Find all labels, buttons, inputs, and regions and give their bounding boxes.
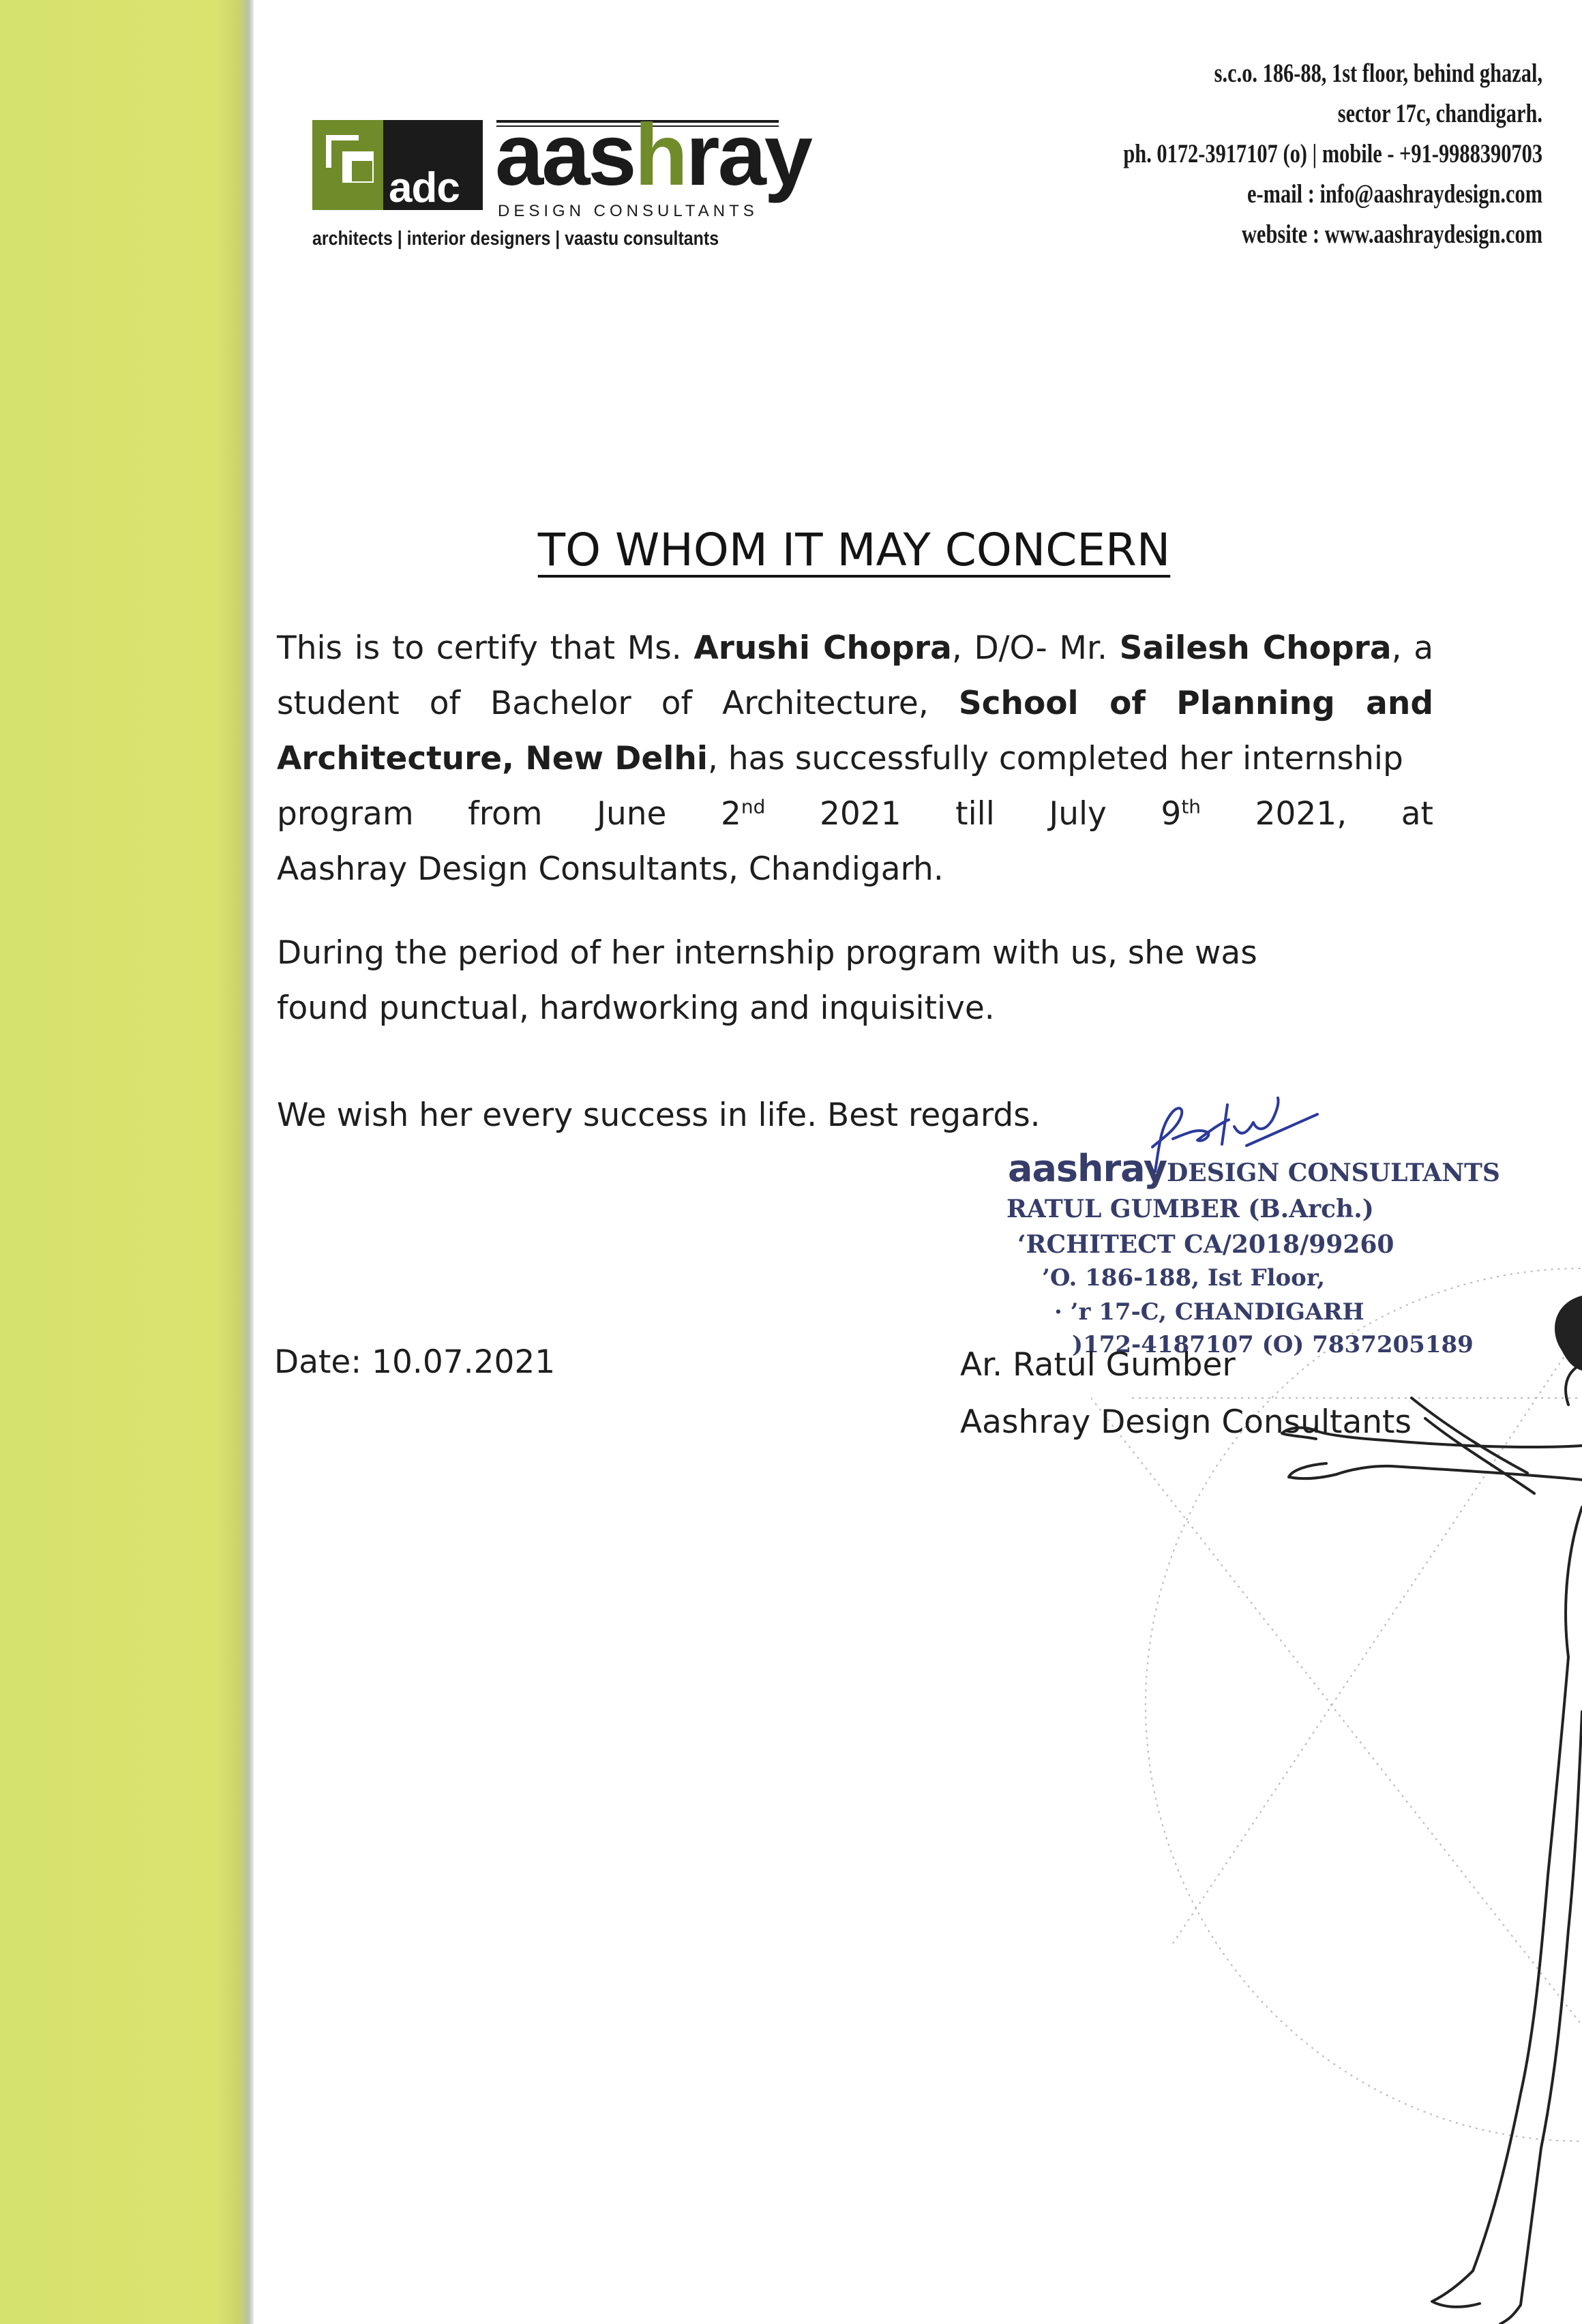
email-line: e-mail : info@aashraydesign.com — [1247, 179, 1542, 209]
parent-name: Sailesh Chopra — [1119, 629, 1392, 667]
website-line: website : www.aashraydesign.com — [1241, 220, 1542, 249]
signatory-company: Aashray Design Consultants — [960, 1403, 1412, 1441]
logo-subtitle: DESIGN CONSULTANTS — [498, 202, 758, 220]
internship-dates-line: program from June 2nd 2021 till July 9th 2021, at — [277, 795, 1433, 833]
signatory-name: Ar. Ratul Gumber — [960, 1346, 1236, 1384]
address-line-1: s.c.o. 186-88, 1st floor, behind ghazal, — [1214, 59, 1542, 88]
performance-paragraph: During the period of her internship program with us, she was found punctual, hardworking and inquisitive. — [277, 934, 1257, 1027]
closing-line: We wish her every success in life. Best regards. — [277, 1097, 1041, 1134]
letter-title: TO WHOM IT MAY CONCERN — [537, 524, 1171, 576]
contact-block — [1005, 53, 1542, 254]
student-name: Arushi Chopra — [693, 629, 952, 667]
institution-name: School of Planning and Architecture, New Delhi — [277, 685, 1433, 777]
letter-date: Date: 10.07.2021 — [274, 1343, 556, 1381]
phone-line: ph. 0172-3917107 (o) | mobile - +91-9988390703 — [1123, 139, 1542, 168]
logo-abbreviation: adc — [389, 164, 460, 211]
address-line-2: sector 17c, chandigarh. — [1337, 99, 1542, 128]
logo-mark-icon — [312, 120, 483, 210]
signatory-block — [960, 1337, 1412, 1451]
company-tagline: architects | interior designers | vaastu consultants — [312, 228, 719, 250]
page-side-band — [0, 0, 254, 2324]
company-stamp: aashrayDESIGN CONSULTANTS RATUL GUMBER (B.Arch.) ‘RCHITECT CA/2018/99260 ’O. 186-188, Ist Floor, · ’r 17-C, CHANDIGARH )172-4187107 (O) 7837205189 — [1006, 1147, 1500, 1358]
company-logo — [312, 106, 811, 260]
certificate-paragraph: This is to certify that Ms. Arushi Chopra, D/O- Mr. Sailesh Chopra, a student of Bachelor of Architecture, School of Planning and Architecture, New Delhi, has successfully completed her internship program from June 2nd 2021 till July 9th 2021, at Aashray Design Consultants, Chandigarh. — [277, 629, 1433, 888]
logo-wordmark: aashray — [495, 106, 811, 204]
